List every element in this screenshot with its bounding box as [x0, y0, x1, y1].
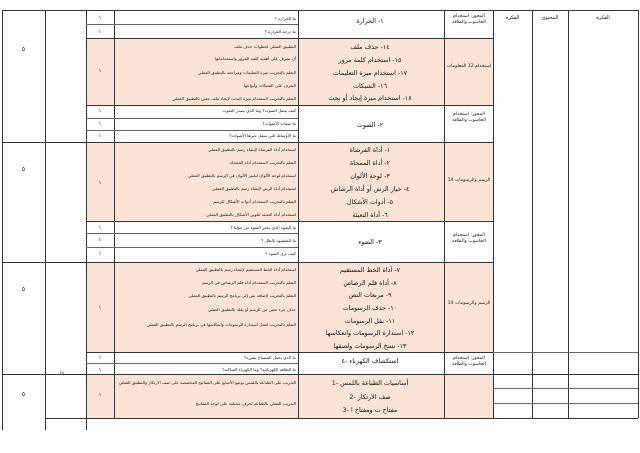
topic: ١١- نقل الرسومات — [344, 317, 396, 325]
objective: أن يتعرف على أهمية كلمة المرور واستخداماتها — [214, 56, 296, 61]
count-1: ١ — [98, 29, 102, 35]
section-label: المحور: استخدام الحاسوب والطاقة — [452, 356, 486, 367]
count-1: ١ — [98, 15, 102, 21]
objective: التدريب على الطباعة باللمس بوضع الأصابع على المفاتيح المخصصة على صف الارتكاز والتطبيق العملي — [118, 380, 296, 385]
topic: ١٣- نسخ الرسومات ولصقها — [333, 342, 407, 350]
topic: أساسيات الطباعة باللمس -1 — [331, 379, 409, 387]
count-1: ١ — [98, 133, 102, 139]
topic: ٧- أداة الخط المستقيم — [340, 266, 400, 274]
topic: ١٢- استدارة الرسومات وانعكاسها — [325, 329, 415, 337]
topic: ٦- أداة التعبئة — [352, 211, 388, 219]
topic: ١٠- حذف الرسومات — [342, 304, 398, 312]
topic: ٢- الصوت — [356, 121, 384, 129]
objective: حذف جزء معين من الرسم أو نقله بالتطبيق العملي — [207, 307, 296, 312]
count-1: ١ — [98, 355, 102, 361]
objective: ما الطاقة الكهربائية؟ وما الكهرباء الساكنة؟ — [221, 367, 296, 372]
count-1: ١ — [98, 180, 102, 186]
objective: استخدام لوحة الألوان لتغيير الألوان في الرسم بالتطبيق العملي — [187, 173, 296, 178]
topic: ٩- مربعات النص — [348, 291, 392, 299]
week-number: ٥ — [21, 390, 26, 398]
objective: ما درجة الحرارة ؟ — [264, 29, 296, 34]
objective: استخدام أداة الخط المستقيم لإنشاء رسم بالتطبيق العملي — [195, 267, 296, 272]
header-content: المحتوى — [541, 15, 559, 22]
week-number: ٥ — [21, 45, 26, 53]
week-number: ٥ — [21, 285, 26, 293]
objective: ما الحرارة ؟ — [274, 16, 296, 21]
topic: ١٥- استخدام كلمة مرور — [338, 56, 402, 64]
topic: ١- أداة الفرشاة — [349, 146, 391, 154]
objective: التعلم بالتجريب ميزة التعليمات ومراجعة بالتطبيق العملي — [198, 70, 296, 75]
section-label: الرسم والرسومات 14 — [447, 301, 491, 306]
topic: ٣- الضوء — [358, 238, 382, 246]
topic: ٣- لوحة الألوان — [350, 172, 390, 180]
objective: ما صفات الأصوات؟ — [262, 121, 296, 126]
objective: ما الأوساط التي ينتقل عبرها الأصوات؟ — [229, 133, 296, 138]
count-1: ١ — [98, 121, 102, 127]
topic: ٨- أداة قلم الرصاص — [343, 279, 397, 287]
topic: ١٨- استخدام ميزة إيجاد أو بحث — [328, 94, 412, 102]
count-1: ١ — [98, 392, 102, 398]
topic: استكشاف الكهرباء -٤ — [341, 357, 399, 365]
section-label: استخدام 12 المعلومات — [446, 64, 492, 69]
section-label: المحور: استخدام الحاسوب والطاقة — [452, 14, 486, 25]
objective: استخدام أداة التعبئة لتلوين الأشكال بالتطبيق العملي — [206, 212, 296, 217]
objective: التعلم بالتجريب لإضافة نص إلى برنامج الرسم بالتطبيق العملي — [188, 293, 296, 298]
objective: ما الذي يجعل المصباح يضيء؟ — [243, 355, 296, 360]
header-idea-2: الفكرة — [596, 15, 610, 22]
count-1: ١ — [98, 108, 102, 114]
count-1: ١ — [98, 68, 102, 74]
section-label: المحور: استخدام الحاسوب والطاقة — [452, 233, 486, 244]
objective: التطبيق العملي لخطوات حذف ملف — [233, 44, 296, 49]
total-label: ٢٨ — [59, 369, 65, 375]
header-idea: الفكرة — [505, 15, 520, 22]
objective: التعلم بالتجريب لاستخدام ميزة البحث لإيجاد ملف معين بالتطبيق العملي — [172, 96, 296, 101]
section-label: الرسم والرسومات 14 — [447, 178, 491, 183]
topic: ٥- أدوات الأشكال — [346, 198, 394, 206]
topic: ٢- أداة الممحاة — [349, 159, 391, 167]
objective: التعلم بالتجريب لاستخدام أدوات الأشكال للرسم — [213, 199, 296, 204]
topic: صف الارتكاز -2 — [349, 393, 391, 401]
objective: ما المقصود بالظل ؟ — [261, 238, 296, 243]
count-1: ١ — [98, 237, 102, 243]
objective: استخدام أداة الفرشاة لإنشاء رسم بالتطبيق العملي — [208, 147, 296, 152]
topic: ٤- خيار الرش أو أداة الرشاش — [330, 185, 410, 193]
objective: التعلم بالتجريب لاستخدام أداة قلم الرصاص في الرسم — [201, 280, 296, 285]
objective: التعلم بالتجريب لاستخدام أداة الممحاة — [229, 160, 296, 165]
topic: ١٦- الشبكات — [352, 82, 388, 90]
count-1: ١ — [98, 305, 102, 311]
count-1: ١ — [98, 367, 102, 373]
objective: استخدام أداة الرش لإنشاء رسم بالتطبيق العملي — [212, 186, 296, 191]
objective: التعرف على الشبكات وأنواعها — [243, 83, 296, 88]
count-1: ١ — [98, 225, 102, 231]
objective: كيف ينتقل الصوت؟ وما الذي يصدر الصوت — [222, 108, 296, 113]
topic: ١- الحرارة — [356, 17, 384, 25]
objective: التدريب العملي بالطباعة لحرف مختلفة على لوحة المفاتيح — [195, 401, 296, 406]
section-label: المحور: استخدام الحاسوب والطاقة — [452, 112, 486, 123]
objective: ما الضوء الذي يجعر الضوء من حولنا ؟ — [230, 225, 296, 230]
count-1: ١ — [98, 251, 102, 257]
week-number: ٥ — [21, 165, 26, 173]
topic: ١٧- استخدام ميزة التعليمات — [332, 69, 408, 77]
objective: كيف نرى الضوء ؟ — [265, 251, 296, 256]
objective: التعلم بالتجريب لعمل استدارة للرسومات وانعكاسها في برنامج الرسم بالتطبيق العملي — [146, 322, 296, 327]
topic: ١٤- حذف ملف — [350, 43, 390, 51]
topic: مفتاح ت ومفتاح ا -3 — [342, 406, 398, 414]
